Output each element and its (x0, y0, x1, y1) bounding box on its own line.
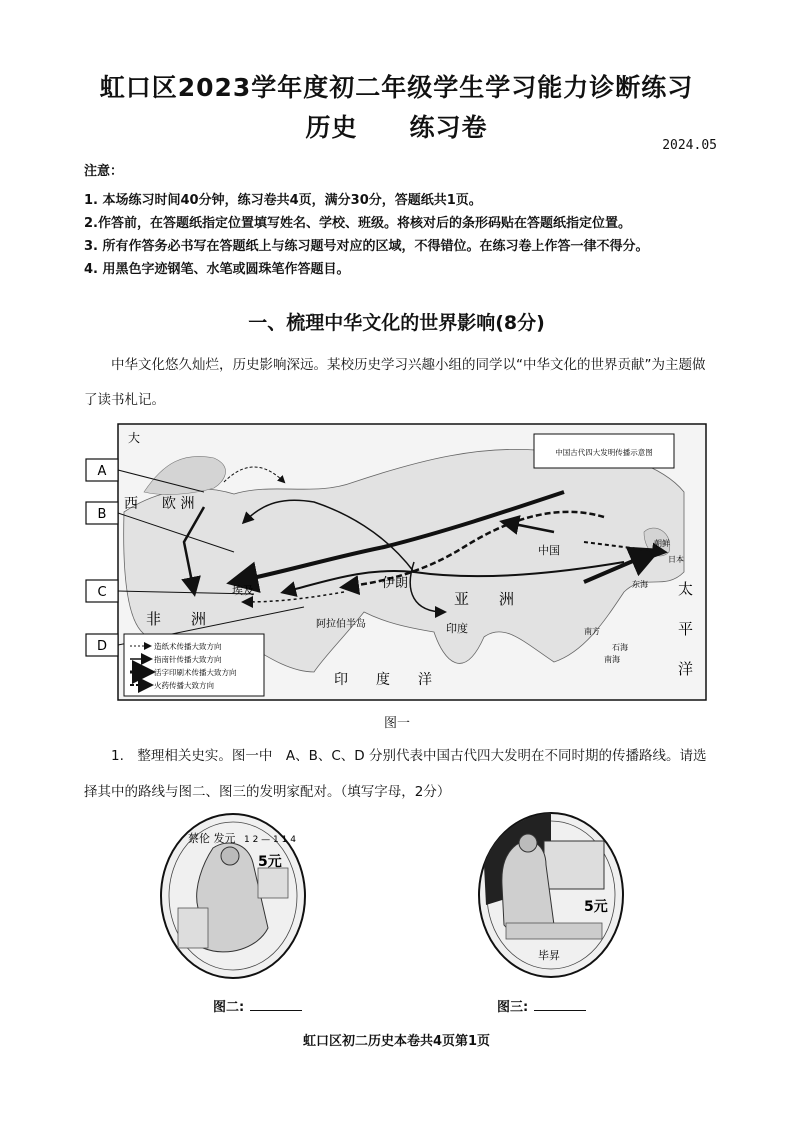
notice-heading: 注意： (84, 164, 124, 179)
label-arabia: 阿拉伯半岛 (316, 619, 366, 630)
label-nanfang: 南方 (584, 627, 600, 636)
label-iran: 伊朗 (382, 576, 409, 591)
exam-date: 2024.05 (662, 138, 717, 153)
legend-paper: 造纸术传播大致方向 (154, 642, 222, 651)
coin-bi-sheng (476, 805, 626, 985)
legend-compass: 指南针传播大致方向 (154, 655, 222, 664)
label-pacific-1: 太 (678, 580, 694, 598)
label-africa: 非 洲 (146, 610, 207, 628)
figure-3-label: 图三: (497, 1000, 529, 1015)
legend-gunpowder: 火药传播大致方向 (154, 681, 214, 690)
route-label-a: A (97, 464, 107, 479)
coin-cai-lun (158, 808, 308, 988)
page-subtitle: 历史 练习卷 (305, 113, 488, 142)
map-inset-title: 中国古代四大发明传播示意图 (555, 448, 653, 457)
coin2-value: 5元 (584, 899, 608, 915)
label-shihai: 石海 (612, 643, 628, 652)
label-pacific-2: 平 (678, 620, 694, 638)
notice-item-3: 3. 所有作答务必书写在答题纸上与练习题号对应的区域，不得错位。在练习卷上作答一律不得分。 (84, 239, 649, 254)
label-south-sea: 南海 (604, 655, 620, 664)
coin1-value: 5元 (258, 854, 282, 870)
notice-item-4: 4. 用黑色字迹钢笔、水笔或圆珠笔作答题目。 (84, 262, 350, 277)
section-title: 一、梳理中华文化的世界影响(8分) (248, 312, 545, 334)
label-korea: 朝鲜 (654, 539, 670, 548)
figure-2-caption (213, 996, 302, 1015)
route-label-b: B (97, 507, 107, 522)
invention-spread-map (84, 422, 710, 704)
legend-printing: 活字印刷术传播大致方向 (154, 668, 237, 677)
label-china: 中国 (538, 544, 560, 557)
label-europe: 欧 洲 (162, 496, 195, 512)
label-indian-ocean: 印 度 洋 (334, 672, 432, 688)
page-footer: 虹口区初二历史本卷共4页第1页 (302, 1034, 491, 1049)
label-east-sea: 东海 (632, 580, 648, 589)
label-pacific-3: 洋 (678, 660, 694, 678)
notice-item-1: 1. 本场练习时间40分钟，练习卷共4页，满分30分，答题纸共1页。 (84, 193, 482, 208)
label-japan: 日本 (668, 555, 684, 564)
label-atlantic: 大 (128, 431, 141, 445)
notice-block (84, 160, 724, 281)
coin1-years: 1 2 — 1 1 4 (244, 835, 296, 845)
figure-3-answer-blank (534, 998, 586, 1011)
page-title: 虹口区2023学年度初二年级学生学习能力诊断练习 (99, 73, 694, 102)
question-1: 1. 整理相关史实。图一中 A、B、C、D 分别代表中国古代四大发明在不同时期的传播路线。请选择其中的路线与图二、图三的发明家配对。（填写字母，2分） (84, 748, 707, 800)
figure-1-caption: 图一 (384, 716, 411, 731)
label-india: 印度 (446, 622, 468, 635)
figure-2-label: 图二: (213, 1000, 245, 1015)
route-label-c: C (97, 585, 107, 600)
section-intro: 中华文化悠久灿烂，历史影响深远。某校历史学习兴趣小组的同学以“中华文化的世界贡献”为主题做了读书札记。 (84, 357, 706, 408)
map-legend (124, 634, 264, 696)
label-egypt: 埃及 (232, 584, 254, 597)
notice-item-2: 2.作答前，在答题纸指定位置填写姓名、学校、班级。将核对后的条形码贴在答题纸指定位置。 (84, 216, 631, 231)
label-europe-west: 西 (124, 496, 138, 512)
figure-3-caption (497, 996, 586, 1015)
label-asia: 亚 洲 (454, 590, 515, 608)
coin2-inscription: 毕昇 (538, 949, 560, 962)
coin1-inscription: 蔡伦 发元 (188, 832, 236, 845)
route-label-d: D (96, 639, 108, 654)
figure-2-answer-blank (250, 998, 302, 1011)
